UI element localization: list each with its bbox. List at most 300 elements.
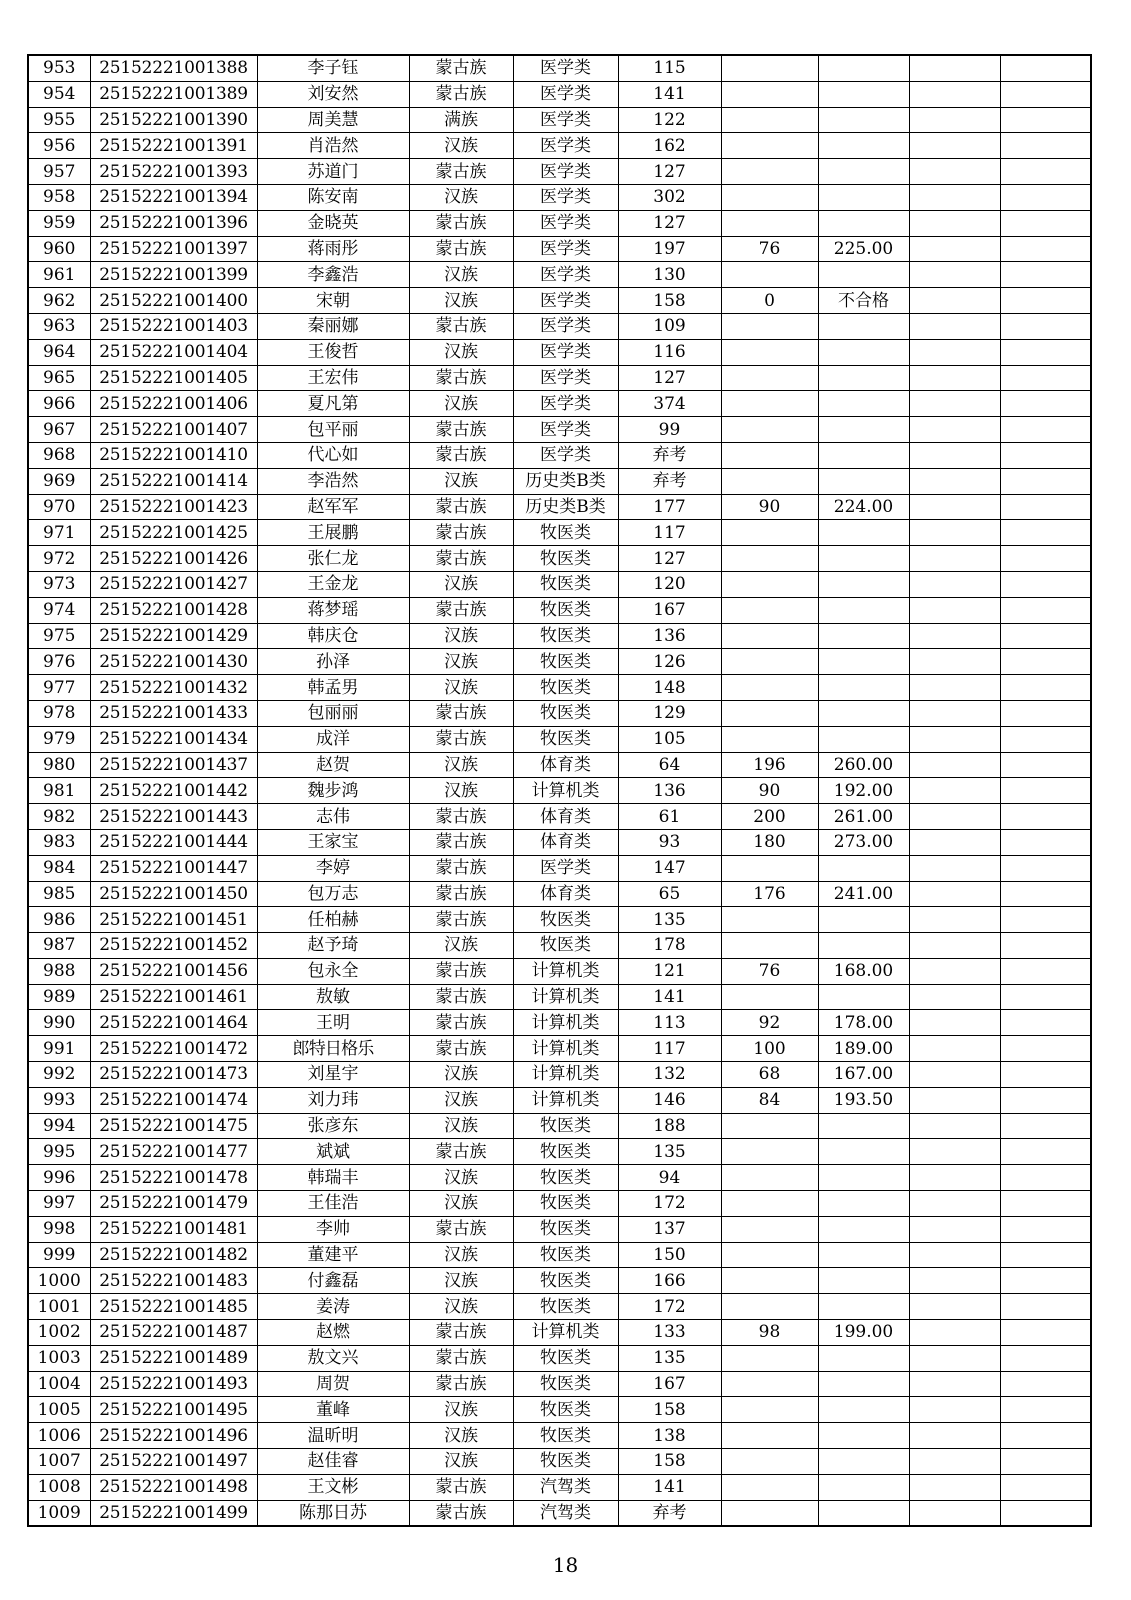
extra-cell-1 (909, 210, 1000, 236)
category-cell: 计算机类 (513, 1062, 618, 1088)
ethnicity-cell: 蒙古族 (409, 1345, 513, 1371)
row-number-cell: 1004 (28, 1371, 90, 1397)
culture-score-cell: 138 (618, 1423, 721, 1449)
table-row (28, 1320, 1091, 1346)
category-cell: 牧医类 (513, 1242, 618, 1268)
total-score-cell: 192.00 (818, 778, 909, 804)
total-score-cell (818, 984, 909, 1010)
exam-id-cell: 25152221001427 (90, 571, 257, 597)
total-score-cell (818, 210, 909, 236)
row-number-cell: 982 (28, 804, 90, 830)
skill-score-cell (721, 933, 818, 959)
name-cell: 李子钰 (257, 55, 409, 81)
culture-score-cell: 162 (618, 133, 721, 159)
ethnicity-cell: 蒙古族 (409, 210, 513, 236)
total-score-cell (818, 417, 909, 443)
exam-id-cell: 25152221001397 (90, 236, 257, 262)
extra-cell-1 (909, 752, 1000, 778)
total-score-cell (818, 1294, 909, 1320)
skill-score-cell (721, 907, 818, 933)
page-number: 18 (552, 1553, 579, 1577)
extra-cell-2 (1000, 829, 1091, 855)
name-cell: 肖浩然 (257, 133, 409, 159)
extra-cell-1 (909, 520, 1000, 546)
row-number-cell: 980 (28, 752, 90, 778)
skill-score-cell (721, 262, 818, 288)
row-number-cell: 1001 (28, 1294, 90, 1320)
table-row (28, 339, 1091, 365)
category-cell: 历史类B类 (513, 494, 618, 520)
exam-id-cell: 25152221001406 (90, 391, 257, 417)
exam-id-cell: 25152221001434 (90, 726, 257, 752)
name-cell: 包永全 (257, 958, 409, 984)
extra-cell-1 (909, 1062, 1000, 1088)
extra-cell-1 (909, 288, 1000, 314)
skill-score-cell (721, 1397, 818, 1423)
name-cell: 斌斌 (257, 1139, 409, 1165)
ethnicity-cell: 蒙古族 (409, 1139, 513, 1165)
row-number-cell: 984 (28, 855, 90, 881)
extra-cell-2 (1000, 1397, 1091, 1423)
skill-score-cell (721, 571, 818, 597)
total-score-cell: 199.00 (818, 1320, 909, 1346)
skill-score-cell (721, 55, 818, 81)
ethnicity-cell: 汉族 (409, 262, 513, 288)
total-score-cell (818, 133, 909, 159)
skill-score-cell (721, 1449, 818, 1475)
category-cell: 牧医类 (513, 597, 618, 623)
exam-id-cell: 25152221001489 (90, 1345, 257, 1371)
culture-score-cell: 105 (618, 726, 721, 752)
extra-cell-2 (1000, 958, 1091, 984)
skill-score-cell (721, 1216, 818, 1242)
row-number-cell: 988 (28, 958, 90, 984)
category-cell: 医学类 (513, 391, 618, 417)
table-row (28, 210, 1091, 236)
total-score-cell (818, 365, 909, 391)
skill-score-cell (721, 1139, 818, 1165)
extra-cell-2 (1000, 313, 1091, 339)
row-number-cell: 975 (28, 623, 90, 649)
name-cell: 韩孟男 (257, 675, 409, 701)
total-score-cell (818, 1139, 909, 1165)
category-cell: 计算机类 (513, 958, 618, 984)
name-cell: 包平丽 (257, 417, 409, 443)
ethnicity-cell: 汉族 (409, 288, 513, 314)
category-cell: 汽驾类 (513, 1500, 618, 1526)
row-number-cell: 973 (28, 571, 90, 597)
name-cell: 敖文兴 (257, 1345, 409, 1371)
exam-id-cell: 25152221001485 (90, 1294, 257, 1320)
skill-score-cell (721, 546, 818, 572)
name-cell: 陈安南 (257, 184, 409, 210)
name-cell: 刘星宇 (257, 1062, 409, 1088)
total-score-cell (818, 468, 909, 494)
total-score-cell (818, 1191, 909, 1217)
extra-cell-2 (1000, 1139, 1091, 1165)
extra-cell-1 (909, 1294, 1000, 1320)
ethnicity-cell: 蒙古族 (409, 520, 513, 546)
category-cell: 医学类 (513, 107, 618, 133)
culture-score-cell: 115 (618, 55, 721, 81)
culture-score-cell: 146 (618, 1087, 721, 1113)
table-row (28, 288, 1091, 314)
ethnicity-cell: 汉族 (409, 391, 513, 417)
culture-score-cell: 133 (618, 1320, 721, 1346)
table-row (28, 623, 1091, 649)
skill-score-cell (721, 107, 818, 133)
table-row (28, 675, 1091, 701)
exam-id-cell: 25152221001442 (90, 778, 257, 804)
name-cell: 赵燃 (257, 1320, 409, 1346)
extra-cell-2 (1000, 107, 1091, 133)
name-cell: 包丽丽 (257, 700, 409, 726)
score-table (27, 54, 1092, 1527)
category-cell: 医学类 (513, 133, 618, 159)
row-number-cell: 999 (28, 1242, 90, 1268)
exam-id-cell: 25152221001487 (90, 1320, 257, 1346)
ethnicity-cell: 蒙古族 (409, 855, 513, 881)
skill-score-cell (721, 1371, 818, 1397)
skill-score-cell (721, 365, 818, 391)
culture-score-cell: 99 (618, 417, 721, 443)
culture-score-cell: 93 (618, 829, 721, 855)
category-cell: 牧医类 (513, 571, 618, 597)
extra-cell-2 (1000, 1449, 1091, 1475)
row-number-cell: 1002 (28, 1320, 90, 1346)
skill-score-cell (721, 726, 818, 752)
total-score-cell (818, 700, 909, 726)
exam-id-cell: 25152221001399 (90, 262, 257, 288)
exam-id-cell: 25152221001396 (90, 210, 257, 236)
extra-cell-1 (909, 1087, 1000, 1113)
skill-score-cell (721, 468, 818, 494)
table-row (28, 752, 1091, 778)
exam-id-cell: 25152221001498 (90, 1474, 257, 1500)
culture-score-cell: 302 (618, 184, 721, 210)
skill-score-cell (721, 1294, 818, 1320)
ethnicity-cell: 蒙古族 (409, 829, 513, 855)
total-score-cell (818, 1113, 909, 1139)
ethnicity-cell: 汉族 (409, 1423, 513, 1449)
ethnicity-cell: 汉族 (409, 623, 513, 649)
extra-cell-1 (909, 1345, 1000, 1371)
name-cell: 张彦东 (257, 1113, 409, 1139)
table-row (28, 1216, 1091, 1242)
culture-score-cell: 120 (618, 571, 721, 597)
extra-cell-1 (909, 933, 1000, 959)
ethnicity-cell: 蒙古族 (409, 1010, 513, 1036)
name-cell: 陈那日苏 (257, 1500, 409, 1526)
category-cell: 医学类 (513, 159, 618, 185)
table-body (28, 55, 1091, 1526)
table-row (28, 907, 1091, 933)
extra-cell-1 (909, 417, 1000, 443)
extra-cell-2 (1000, 184, 1091, 210)
extra-cell-1 (909, 442, 1000, 468)
extra-cell-1 (909, 494, 1000, 520)
category-cell: 牧医类 (513, 1268, 618, 1294)
skill-score-cell (721, 391, 818, 417)
row-number-cell: 995 (28, 1139, 90, 1165)
name-cell: 赵予琦 (257, 933, 409, 959)
culture-score-cell: 127 (618, 546, 721, 572)
name-cell: 夏凡第 (257, 391, 409, 417)
ethnicity-cell: 汉族 (409, 1294, 513, 1320)
ethnicity-cell: 汉族 (409, 1062, 513, 1088)
category-cell: 医学类 (513, 855, 618, 881)
culture-score-cell: 166 (618, 1268, 721, 1294)
category-cell: 牧医类 (513, 933, 618, 959)
ethnicity-cell: 汉族 (409, 571, 513, 597)
row-number-cell: 985 (28, 881, 90, 907)
name-cell: 包万志 (257, 881, 409, 907)
culture-score-cell: 61 (618, 804, 721, 830)
extra-cell-1 (909, 984, 1000, 1010)
extra-cell-1 (909, 597, 1000, 623)
name-cell: 王宏伟 (257, 365, 409, 391)
name-cell: 李鑫浩 (257, 262, 409, 288)
total-score-cell (818, 1216, 909, 1242)
extra-cell-2 (1000, 778, 1091, 804)
extra-cell-1 (909, 81, 1000, 107)
category-cell: 牧医类 (513, 1294, 618, 1320)
extra-cell-2 (1000, 1191, 1091, 1217)
ethnicity-cell: 汉族 (409, 752, 513, 778)
extra-cell-1 (909, 1320, 1000, 1346)
table-row (28, 649, 1091, 675)
skill-score-cell: 180 (721, 829, 818, 855)
exam-id-cell: 25152221001393 (90, 159, 257, 185)
extra-cell-2 (1000, 907, 1091, 933)
extra-cell-2 (1000, 468, 1091, 494)
ethnicity-cell: 蒙古族 (409, 881, 513, 907)
total-score-cell (818, 726, 909, 752)
extra-cell-1 (909, 649, 1000, 675)
extra-cell-1 (909, 159, 1000, 185)
culture-score-cell: 150 (618, 1242, 721, 1268)
ethnicity-cell: 汉族 (409, 133, 513, 159)
table-row (28, 1062, 1091, 1088)
row-number-cell: 957 (28, 159, 90, 185)
category-cell: 医学类 (513, 442, 618, 468)
culture-score-cell: 109 (618, 313, 721, 339)
ethnicity-cell: 蒙古族 (409, 159, 513, 185)
row-number-cell: 956 (28, 133, 90, 159)
row-number-cell: 964 (28, 339, 90, 365)
row-number-cell: 1007 (28, 1449, 90, 1475)
row-number-cell: 978 (28, 700, 90, 726)
ethnicity-cell: 汉族 (409, 1113, 513, 1139)
extra-cell-2 (1000, 546, 1091, 572)
extra-cell-2 (1000, 1345, 1091, 1371)
culture-score-cell: 141 (618, 1474, 721, 1500)
ethnicity-cell: 汉族 (409, 1242, 513, 1268)
skill-score-cell (721, 855, 818, 881)
category-cell: 牧医类 (513, 726, 618, 752)
row-number-cell: 977 (28, 675, 90, 701)
total-score-cell (818, 159, 909, 185)
skill-score-cell: 92 (721, 1010, 818, 1036)
culture-score-cell: 116 (618, 339, 721, 365)
exam-id-cell: 25152221001461 (90, 984, 257, 1010)
category-cell: 牧医类 (513, 1397, 618, 1423)
table-row (28, 1139, 1091, 1165)
extra-cell-2 (1000, 1165, 1091, 1191)
ethnicity-cell: 蒙古族 (409, 700, 513, 726)
extra-cell-1 (909, 1036, 1000, 1062)
culture-score-cell: 127 (618, 365, 721, 391)
table-row (28, 1165, 1091, 1191)
ethnicity-cell: 蒙古族 (409, 313, 513, 339)
exam-id-cell: 25152221001482 (90, 1242, 257, 1268)
exam-id-cell: 25152221001447 (90, 855, 257, 881)
extra-cell-2 (1000, 649, 1091, 675)
name-cell: 金晓英 (257, 210, 409, 236)
exam-id-cell: 25152221001473 (90, 1062, 257, 1088)
culture-score-cell: 178 (618, 933, 721, 959)
table-row (28, 700, 1091, 726)
culture-score-cell: 141 (618, 81, 721, 107)
exam-id-cell: 25152221001407 (90, 417, 257, 443)
culture-score-cell: 弃考 (618, 468, 721, 494)
exam-id-cell: 25152221001483 (90, 1268, 257, 1294)
exam-id-cell: 25152221001425 (90, 520, 257, 546)
exam-id-cell: 25152221001400 (90, 288, 257, 314)
culture-score-cell: 158 (618, 288, 721, 314)
total-score-cell (818, 184, 909, 210)
exam-id-cell: 25152221001432 (90, 675, 257, 701)
category-cell: 医学类 (513, 210, 618, 236)
name-cell: 王家宝 (257, 829, 409, 855)
skill-score-cell: 76 (721, 958, 818, 984)
culture-score-cell: 177 (618, 494, 721, 520)
name-cell: 成洋 (257, 726, 409, 752)
culture-score-cell: 弃考 (618, 1500, 721, 1526)
total-score-cell (818, 1397, 909, 1423)
skill-score-cell (721, 1345, 818, 1371)
category-cell: 体育类 (513, 752, 618, 778)
skill-score-cell (721, 417, 818, 443)
ethnicity-cell: 蒙古族 (409, 804, 513, 830)
extra-cell-2 (1000, 752, 1091, 778)
category-cell: 牧医类 (513, 1449, 618, 1475)
row-number-cell: 979 (28, 726, 90, 752)
extra-cell-2 (1000, 262, 1091, 288)
extra-cell-2 (1000, 1500, 1091, 1526)
category-cell: 牧医类 (513, 1113, 618, 1139)
table-row (28, 417, 1091, 443)
extra-cell-2 (1000, 1320, 1091, 1346)
extra-cell-2 (1000, 1216, 1091, 1242)
skill-score-cell: 0 (721, 288, 818, 314)
category-cell: 牧医类 (513, 546, 618, 572)
table-row (28, 520, 1091, 546)
category-cell: 医学类 (513, 288, 618, 314)
total-score-cell (818, 339, 909, 365)
culture-score-cell: 113 (618, 1010, 721, 1036)
exam-id-cell: 25152221001388 (90, 55, 257, 81)
name-cell: 赵贺 (257, 752, 409, 778)
total-score-cell: 168.00 (818, 958, 909, 984)
total-score-cell (818, 1449, 909, 1475)
row-number-cell: 998 (28, 1216, 90, 1242)
total-score-cell: 273.00 (818, 829, 909, 855)
culture-score-cell: 167 (618, 1371, 721, 1397)
extra-cell-2 (1000, 933, 1091, 959)
extra-cell-2 (1000, 1113, 1091, 1139)
total-score-cell (818, 391, 909, 417)
row-number-cell: 958 (28, 184, 90, 210)
extra-cell-1 (909, 1268, 1000, 1294)
culture-score-cell: 94 (618, 1165, 721, 1191)
extra-cell-2 (1000, 726, 1091, 752)
table-row (28, 597, 1091, 623)
row-number-cell: 1009 (28, 1500, 90, 1526)
ethnicity-cell: 蒙古族 (409, 907, 513, 933)
exam-id-cell: 25152221001426 (90, 546, 257, 572)
exam-id-cell: 25152221001472 (90, 1036, 257, 1062)
extra-cell-1 (909, 675, 1000, 701)
row-number-cell: 1005 (28, 1397, 90, 1423)
ethnicity-cell: 汉族 (409, 468, 513, 494)
table-row (28, 1036, 1091, 1062)
table-row (28, 571, 1091, 597)
skill-score-cell: 68 (721, 1062, 818, 1088)
extra-cell-2 (1000, 81, 1091, 107)
culture-score-cell: 127 (618, 159, 721, 185)
name-cell: 蒋梦瑶 (257, 597, 409, 623)
extra-cell-1 (909, 700, 1000, 726)
total-score-cell: 189.00 (818, 1036, 909, 1062)
category-cell: 汽驾类 (513, 1474, 618, 1500)
ethnicity-cell: 蒙古族 (409, 597, 513, 623)
culture-score-cell: 158 (618, 1449, 721, 1475)
culture-score-cell: 130 (618, 262, 721, 288)
name-cell: 王展鹏 (257, 520, 409, 546)
category-cell: 牧医类 (513, 1191, 618, 1217)
total-score-cell (818, 649, 909, 675)
total-score-cell (818, 442, 909, 468)
culture-score-cell: 147 (618, 855, 721, 881)
row-number-cell: 970 (28, 494, 90, 520)
table-row (28, 236, 1091, 262)
exam-id-cell: 25152221001450 (90, 881, 257, 907)
table-row (28, 1500, 1091, 1526)
extra-cell-1 (909, 1500, 1000, 1526)
category-cell: 牧医类 (513, 1165, 618, 1191)
table-row (28, 855, 1091, 881)
row-number-cell: 993 (28, 1087, 90, 1113)
extra-cell-1 (909, 1423, 1000, 1449)
ethnicity-cell: 蒙古族 (409, 726, 513, 752)
table-row (28, 1294, 1091, 1320)
skill-score-cell: 98 (721, 1320, 818, 1346)
culture-score-cell: 117 (618, 1036, 721, 1062)
name-cell: 姜涛 (257, 1294, 409, 1320)
table-row (28, 55, 1091, 81)
extra-cell-1 (909, 55, 1000, 81)
culture-score-cell: 135 (618, 1345, 721, 1371)
category-cell: 计算机类 (513, 1010, 618, 1036)
row-number-cell: 966 (28, 391, 90, 417)
culture-score-cell: 158 (618, 1397, 721, 1423)
exam-id-cell: 25152221001391 (90, 133, 257, 159)
skill-score-cell: 76 (721, 236, 818, 262)
extra-cell-1 (909, 571, 1000, 597)
name-cell: 周美慧 (257, 107, 409, 133)
extra-cell-1 (909, 958, 1000, 984)
